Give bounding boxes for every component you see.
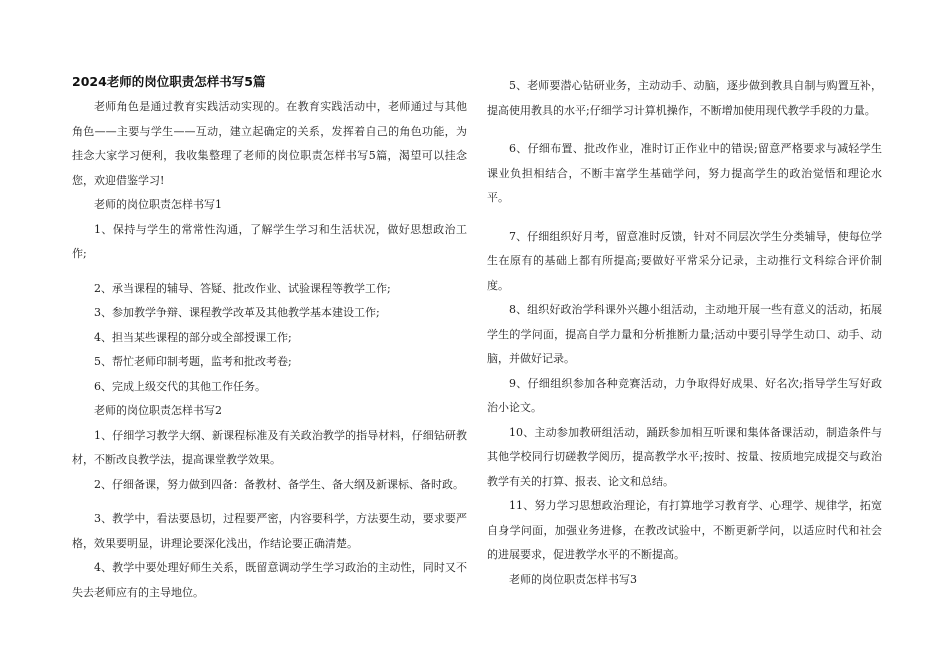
right-column-paragraph: 5、老师要潜心钻研业务，主动动手、动脑，逐步做到教具自制与购置互补，提高使用教具的水平;仔细学习计算机操作，不断增加使用现代教学手段的力量。: [487, 79, 882, 117]
paragraph-spacer: [487, 123, 882, 137]
left-column-paragraph: 老师的岗位职责怎样书写2: [94, 404, 222, 417]
right-column-paragraph: 8、组织好政治学科课外兴趣小组活动，主动地开展一些有意义的活动，拓展学生的学问面，提高自学力量和分析推断力量;活动中要引导学生动口、动手、动脑，并做好记录。: [487, 303, 882, 365]
left-column-paragraph: 4、教学中要处理好师生关系，既留意调动学生学习政治的主动性，同时又不失去老师应有的主导地位。: [72, 561, 467, 599]
paragraph-spacer: [487, 211, 882, 225]
paragraph-spacer: [72, 497, 467, 507]
left-column: [72, 72, 467, 605]
left-column-paragraph: 老师的岗位职责怎样书写1: [94, 198, 222, 211]
right-column-paragraph: 10、主动参加教研组活动，踊跃参加相互听课和集体备课活动，制造条件与其他学校同行切磋教学阅历，提高教学水平;按时、按量、按质地完成提交与政治教学有关的打算、报表、论文和总结。: [487, 425, 882, 488]
left-column-paragraph: 3、参加教学争辩、课程教学改革及其他教学基本建设工作;: [94, 306, 380, 319]
left-column-paragraph: 老师角色是通过教育实践活动实现的。在教育实践活动中，老师通过与其他角色——主要与学生——互动，建立起确定的关系，发挥着自己的角色功能，为挂念大家学习便利，我收集整理了老师的岗位职责怎样书写5篇，渴望可以挂念您，欢迎借鉴学习!: [72, 100, 467, 187]
left-column-body: [72, 95, 467, 605]
left-column-paragraph: 1、保持与学生的常常性沟通，了解学生学习和生活状况，做好思想政治工作;: [72, 222, 467, 260]
paragraph-spacer: [72, 267, 467, 277]
left-column-paragraph: 5、帮忙老师印制考题，监考和批改考卷;: [94, 355, 292, 368]
left-column-paragraph: 6、完成上级交代的其他工作任务。: [94, 379, 266, 393]
right-column-paragraph: 11、努力学习思想政治理论，有打算地学习教育学、心理学、规律学，拓宽自身学问面，加强业务进修，在教改试验中，不断更新学问，以适应时代和社会的进展要求，促进教学水平的不断提高。: [487, 499, 882, 561]
right-column-paragraph: 6、仔细布置、批改作业，准时订正作业中的错误;留意严格要求与减轻学生课业负担相结合，不断丰富学生基础学问，努力提高学生的政治觉悟和理论水平。: [487, 142, 882, 204]
right-column: [487, 74, 882, 592]
right-column-paragraph: 老师的岗位职责怎样书写3: [509, 572, 637, 586]
left-column-paragraph: 2、仔细备课，努力做到四备：备教材、备学生、备大纲及新课标、备时政。: [94, 477, 464, 491]
right-column-body: [487, 74, 882, 592]
left-column-paragraph: 2、承当课程的辅导、答疑、批改作业、试验课程等教学工作;: [94, 281, 391, 295]
left-column-paragraph: 3、教学中，看法要恳切，过程要严密，内容要科学，方法要生动，要求要严格，效果要明显，讲理论要深化浅出，作结论要正确清楚。: [72, 512, 467, 550]
right-column-paragraph: 9、仔细组织参加各种竞赛活动，力争取得好成果、好名次;指导学生写好政治小论文。: [487, 376, 882, 414]
document-title: 2024老师的岗位职责怎样书写5篇: [72, 74, 266, 89]
right-column-paragraph: 7、仔细组织好月考，留意准时反馈，针对不同层次学生分类辅导，使每位学生在原有的基础上都有所提高;要做好平常采分记录，主动推行文科综合评价制度。: [487, 229, 882, 292]
left-column-paragraph: 4、担当某些课程的部分或全部授课工作;: [94, 330, 292, 344]
left-column-paragraph: 1、仔细学习教学大纲、新课程标准及有关政治教学的指导材料，仔细钻研教材，不断改良教学法，提高课堂教学效果。: [72, 428, 467, 466]
